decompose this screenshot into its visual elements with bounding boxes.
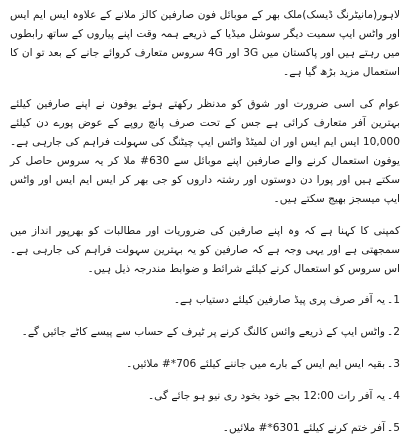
terms-list (10, 291, 400, 438)
terms-list-item (10, 355, 400, 374)
term-text: یہ آفر رات 12:00 بجے خود بخود ری نیو ہو جائے گی۔ (147, 390, 386, 402)
terms-list-item (10, 419, 400, 438)
terms-list-item (10, 387, 400, 406)
term-number: 4۔ (387, 390, 400, 402)
terms-list-item (10, 291, 400, 310)
terms-list-item (10, 323, 400, 342)
article-paragraph-3 (10, 222, 400, 279)
company-statement: کمپنی کا کہنا ہے کہ وہ اپنے صارفین کی ضروریات اور مطالبات کو بھرپور انداز میں سمجھتی ہے اور یہی وجہ ہے کہ صارفین کو یہ بہترین سہولت فراہم کی جارہی ہے۔ (10, 225, 400, 256)
article-paragraph-1: لاہور(مانیٹرنگ ڈیسک)ملک بھر کے موبائل فون صارفین کالز ملانے کے علاوہ ایس ایم ایس اور واٹس ایپ سمیت دیگر سوشل میڈیا کے ذریعے ہمہ وقت اپنے پیاروں کے ساتھ رابطوں میں رہتے ہیں اور پاکستان میں 3G اور 4G سروس متعارف کروائے جانے کے بعد تو ان کا استعمال مزید بڑھ گیا ہے۔ (10, 9, 400, 78)
terms-intro: اس سروس کو استعمال کرنے کیلئے شرائط و ضوابط مندرجہ ذیل ہیں۔ (87, 263, 400, 275)
article-paragraph-2: عوام کی اسی ضرورت اور شوق کو مدنظر رکھتے ہوئے یوفون نے اپنے صارفین کیلئے بہترین آفر متعارف کرائی ہے جس کے تحت صرف پانچ روپے کے عوض پورے دن کیلئے 10,000 ایس ایم ایس اور ان لمیٹڈ واٹس ایپ چیٹنگ کی سہولت فراہم کی جارہی ہے۔ یوفون استعمال کرنے والے صارفین اپنے موبائل سے 630# ملا کر یہ سروس حاصل کر سکتے ہیں اور پورا دن دوستوں اور رشتہ داروں کو جی بھر کر ایس ایم ایس اور واٹس ایپ میسجز بھیج سکتے ہیں۔ (10, 98, 401, 205)
term-number: 5۔ (387, 422, 400, 434)
term-number: 1۔ (387, 294, 400, 306)
term-text: یہ آفر صرف پری پیڈ صارفین کیلئے دستیاب ہے۔ (173, 294, 386, 306)
term-text: بقیہ ایس ایم ایس کے بارے میں جاننے کیلئے 706*# ملائیں۔ (126, 358, 386, 370)
term-number: 3۔ (387, 358, 400, 370)
term-text: واٹس ایپ کے ذریعے وائس کالنگ کرنے پر ٹیرف کے حساب سے پیسے کاٹے جائیں گے۔ (21, 326, 386, 338)
term-number: 2۔ (387, 326, 400, 338)
term-text: آفر ختم کرنے کیلئے 6301*# ملائیں۔ (222, 422, 386, 434)
